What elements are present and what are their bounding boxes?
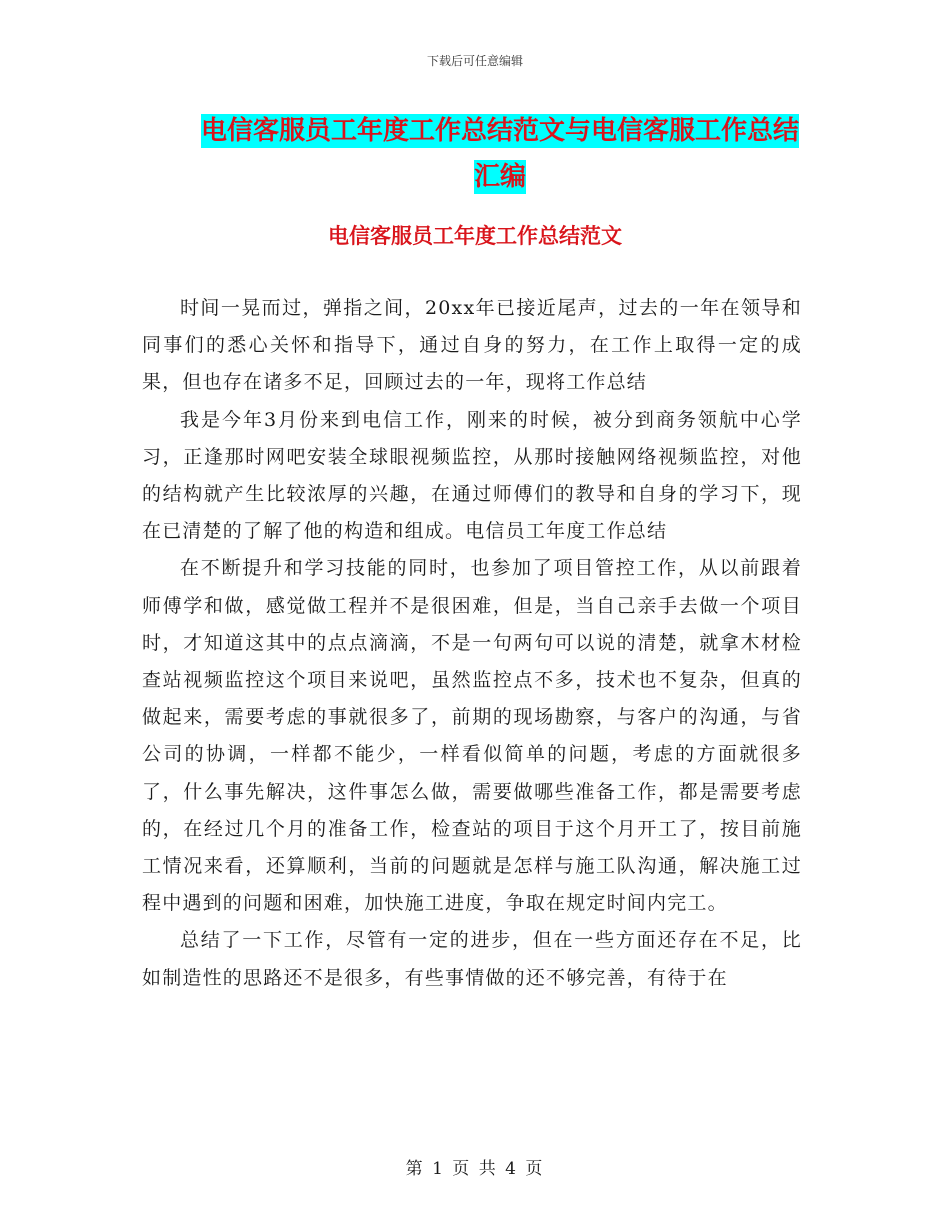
document-title bbox=[190, 108, 810, 200]
section-title: 电信客服员工年度工作总结范文 bbox=[328, 224, 622, 248]
document-title-line2: 汇编 bbox=[473, 162, 526, 192]
document-body bbox=[142, 290, 802, 997]
body-paragraph-3: 在不断提升和学习技能的同时，也参加了项目管控工作，从以前跟着师傅学和做，感觉做工程并不是很困难，但是，当自己亲手去做一个项目时，才知道这其中的点点滴滴，不是一句两句可以说的清楚，就拿木材检查站视频监控这个项目来说吧，虽然监控点不多，技术也不复杂，但真的做起来，需要考虑的事就很多了，前期的现场勘察，与客户的沟通，与省公司的协调，一样都不能少，一样看似简单的问题，考虑的方面就很多了，什么事先解决，这件事怎么做，需要做哪些准备工作，都是需要考虑的，在经过几个月的准备工作，检查站的项目于这个月开工了，按目前施工情况来看，还算顺利，当前的问题就是怎样与施工队沟通，解决施工过程中遇到的问题和困难，加快施工进度，争取在规定时间内完工。 bbox=[142, 557, 802, 915]
document-title-line1: 电信客服员工年度工作总结范文与电信客服工作总结 bbox=[200, 116, 799, 146]
page-footer: 第 1 页 共 4 页 bbox=[405, 1159, 545, 1179]
page-header-note: 下载后可任意编辑 bbox=[426, 54, 523, 68]
body-paragraph-2: 我是今年3月份来到电信工作，刚来的时候，被分到商务领航中心学习，正逢那时网吧安装全球眼视频监控，从那时接触网络视频监控，对他的结构就产生比较浓厚的兴趣，在通过师傅们的教导和自身的学习下，现在已清楚的了解了他的构造和组成。电信员工年度工作总结 bbox=[142, 408, 802, 543]
body-paragraph-4: 总结了一下工作，尽管有一定的进步，但在一些方面还存在不足，比如制造性的思路还不是很多，有些事情做的还不够完善，有待于在 bbox=[142, 929, 802, 989]
body-paragraph-1: 时间一晃而过，弹指之间，20xx年已接近尾声，过去的一年在领导和同事们的悉心关怀和指导下，通过自身的努力，在工作上取得一定的成果，但也存在诸多不足，回顾过去的一年，现将工作总结 bbox=[142, 297, 802, 394]
